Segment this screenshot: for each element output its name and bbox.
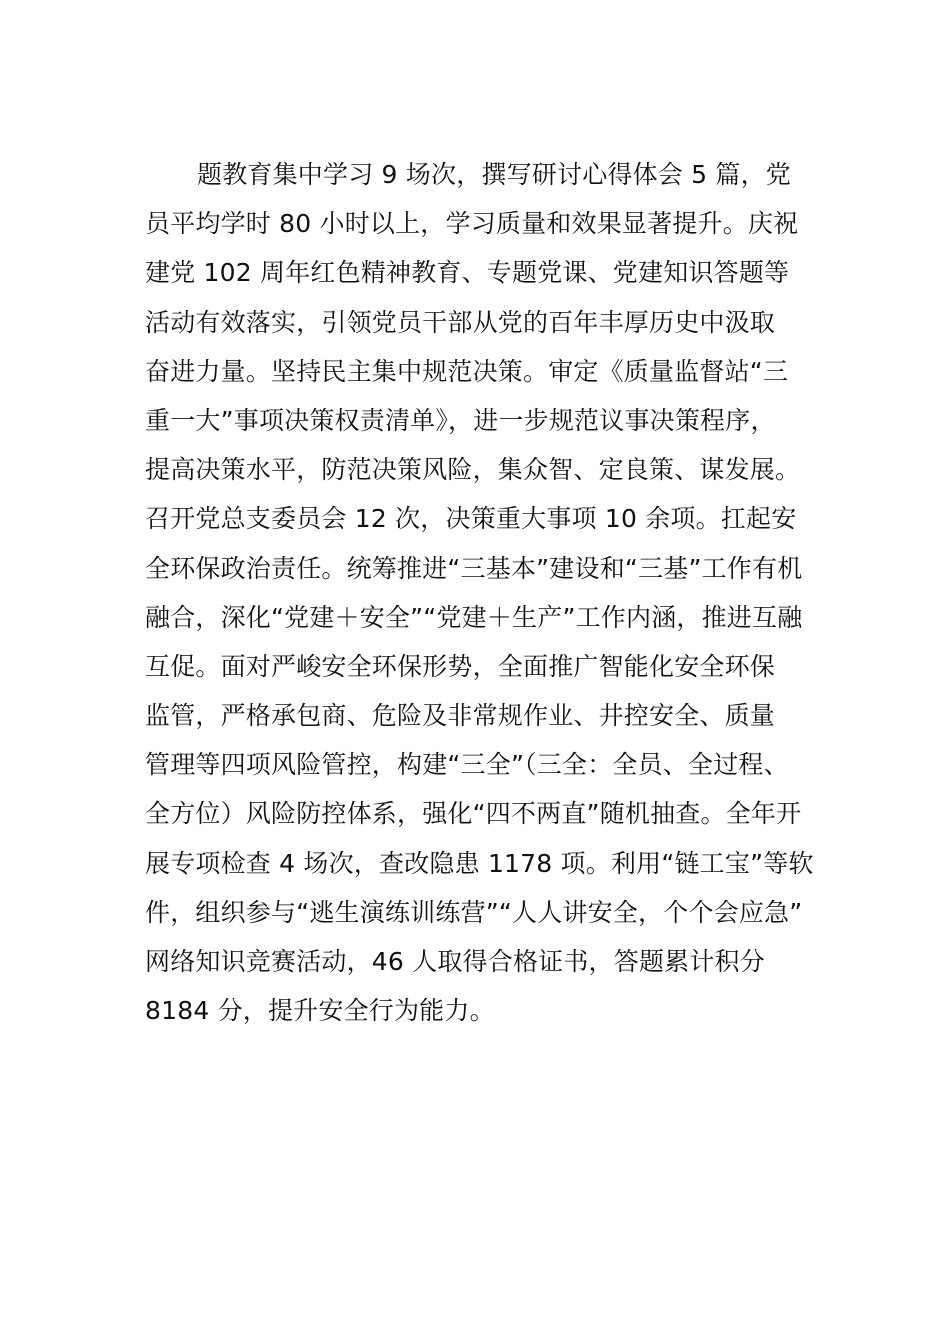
paragraph-line: 管理等四项风险管控，构建“三全”（三全：全员、全过程、 <box>145 750 789 780</box>
paragraph-line: 件，组织参与“逃生演练训练营”“人人讲安全，个个会应急” <box>145 897 803 927</box>
paragraph-line: 题教育集中学习 9 场次，撰写研讨心得体会 5 篇，党 <box>197 160 792 189</box>
paragraph-line: 全方位）风险防控体系，强化“四不两直”随机抽查。全年开 <box>145 799 802 829</box>
paragraph-line: 建党 102 周年红色精神教育、专题党课、党建知识答题等 <box>145 258 790 288</box>
paragraph-line: 召开党总支委员会 12 次，决策重大事项 10 余项。扛起安 <box>145 504 797 534</box>
paragraph-line: 融合，深化“党建＋安全”“党建＋生产”工作内涵，推进互融 <box>145 602 803 632</box>
paragraph-line: 奋进力量。坚持民主集中规范决策。审定《质量监督站“三 <box>145 356 789 386</box>
paragraph-line: 网络知识竞赛活动，46 人取得合格证书，答题累计积分 <box>145 947 765 976</box>
body-paragraph <box>145 150 825 1035</box>
paragraph-line: 全环保政治责任。统筹推进“三基本”建设和“三基”工作有机 <box>145 553 803 583</box>
paragraph-line: 8184 分，提升安全行为能力。 <box>145 996 495 1026</box>
paragraph-line: 互促。面对严峻安全环保形势，全面推广智能化安全环保 <box>145 651 776 681</box>
paragraph-line: 监管，严格承包商、危险及非常规作业、井控安全、质量 <box>145 701 776 731</box>
paragraph-line: 员平均学时 80 小时以上，学习质量和效果显著提升。庆祝 <box>145 209 799 239</box>
paragraph-line: 活动有效落实，引领党员干部从党的百年丰厚历史中汲取 <box>145 307 776 337</box>
paragraph-line: 重一大”事项决策权责清单》，进一步规范议事决策程序， <box>145 405 776 435</box>
paragraph-line: 提高决策水平，防范决策风险，集众智、定良策、谋发展。 <box>145 455 801 485</box>
paragraph-line: 展专项检查 4 场次，查改隐患 1178 项。利用“链工宝”等软 <box>145 848 814 878</box>
